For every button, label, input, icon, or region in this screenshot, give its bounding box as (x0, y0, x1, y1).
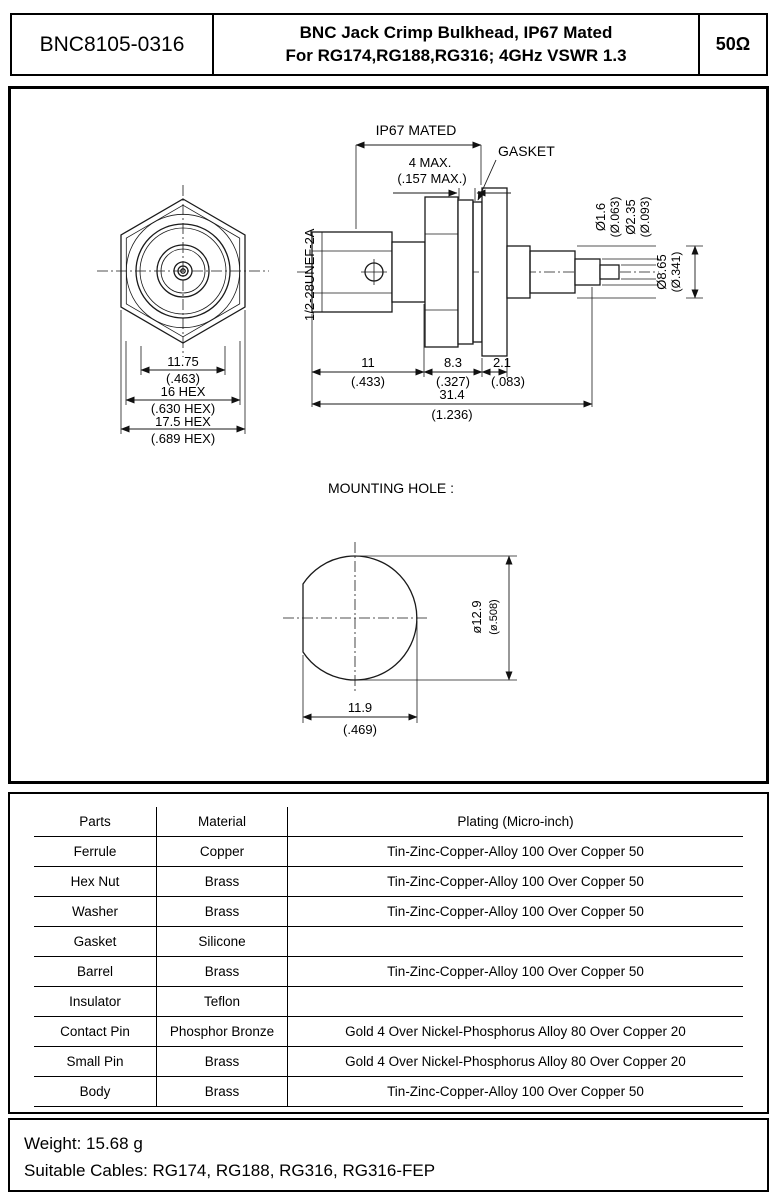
thread-spec-label: 1/2-28UNEF-2A (302, 228, 317, 321)
front-view (97, 185, 269, 446)
column-header-plating: Plating (Micro-inch) (287, 807, 743, 837)
len2-in: (.327) (436, 374, 470, 389)
hex-nut-side (425, 197, 458, 347)
part-cell: Gasket (34, 927, 156, 957)
dia1-mm: Ø1.6 (593, 202, 608, 232)
mounting-hole-title: MOUNTING HOLE : (327, 480, 455, 496)
plating-cell (287, 987, 743, 1017)
mounting-hole-view (283, 480, 517, 737)
mh-dimension-lines (303, 556, 517, 723)
footer-panel (8, 1118, 769, 1192)
bulkhead-flange (482, 188, 507, 356)
plating-cell: Tin-Zinc-Copper-Alloy 100 Over Copper 50 (287, 1077, 743, 1107)
part-cell: Washer (34, 897, 156, 927)
part-number: BNC8105-0316 (12, 15, 214, 74)
total-in: (1.236) (431, 407, 473, 422)
suitable-cables-text: Suitable Cables: RG174, RG188, RG316, RG316-FEP (24, 1161, 436, 1181)
part-cell: Contact Pin (34, 1017, 156, 1047)
weight-text: Weight: 15.68 g (24, 1134, 143, 1153)
technical-drawing-panel (8, 86, 769, 784)
product-title (214, 15, 700, 74)
front-dim3-mm: 17.5 HEX (155, 414, 211, 429)
gasket-max-in: (.157 MAX.) (397, 171, 467, 186)
title-line-1: BNC Jack Crimp Bulkhead, IP67 Mated (299, 22, 613, 42)
mh-width-in: (.469) (343, 722, 377, 737)
material-cell: Brass (156, 1047, 287, 1077)
pin-step (575, 259, 600, 285)
washer-side (458, 200, 473, 344)
mh-dia-in: (ø.508) (488, 599, 500, 635)
part-cell: Body (34, 1077, 156, 1107)
part-cell: Hex Nut (34, 867, 156, 897)
thread-neck (392, 242, 425, 302)
material-cell: Silicone (156, 927, 287, 957)
front-dim1-mm: 11.75 (167, 354, 199, 369)
material-cell: Teflon (156, 987, 287, 1017)
len1-in: (.433) (351, 374, 385, 389)
plating-cell (287, 927, 743, 957)
front-dim2-mm: 16 HEX (160, 384, 206, 399)
plating-cell: Gold 4 Over Nickel-Phosphorus Alloy 80 Over Copper 20 (287, 1017, 743, 1047)
front-dim2-in: (.630 HEX) (150, 401, 216, 416)
dia2-in: (Ø.093) (638, 196, 652, 238)
len1-mm: 11 (361, 355, 375, 370)
total-mm: 31.4 (439, 387, 465, 402)
dia2-mm: Ø2.35 (623, 199, 638, 235)
part-cell: Insulator (34, 987, 156, 1017)
front-dim1-in: (.463) (166, 371, 200, 386)
material-cell: Brass (156, 867, 287, 897)
impedance-badge: 50Ω (715, 34, 751, 54)
side-view (297, 122, 703, 422)
dia3-in: (Ø.341) (669, 251, 683, 293)
dia1-in: (Ø.063) (608, 196, 622, 238)
material-cell: Brass (156, 897, 287, 927)
len3-mm: 2.1 (492, 355, 512, 370)
parts-table-panel (8, 792, 769, 1114)
material-cell: Brass (156, 957, 287, 987)
plating-cell: Tin-Zinc-Copper-Alloy 100 Over Copper 50 (287, 837, 743, 867)
column-header-parts: Parts (34, 807, 156, 837)
plating-cell: Tin-Zinc-Copper-Alloy 100 Over Copper 50 (287, 897, 743, 927)
material-cell: Phosphor Bronze (156, 1017, 287, 1047)
material-cell: Copper (156, 837, 287, 867)
part-cell: Small Pin (34, 1047, 156, 1077)
technical-drawing (11, 89, 766, 781)
part-cell: Ferrule (34, 837, 156, 867)
front-dim3-in: (.689 HEX) (150, 431, 216, 446)
mh-dia-mm: ø12.9 (469, 600, 484, 634)
mh-width-mm: 11.9 (347, 700, 373, 715)
crimp-barrel (507, 246, 530, 298)
len3-in: (.083) (491, 374, 525, 389)
parts-table (34, 807, 743, 1107)
len2-mm: 8.3 (443, 355, 463, 370)
part-cell: Barrel (34, 957, 156, 987)
plating-cell: Tin-Zinc-Copper-Alloy 100 Over Copper 50 (287, 867, 743, 897)
datasheet-header (10, 13, 768, 76)
material-cell: Brass (156, 1077, 287, 1107)
gasket-callout-label: GASKET (498, 143, 555, 159)
contact-pin-tail (600, 265, 619, 279)
gasket-max-mm: 4 MAX. (408, 155, 452, 170)
plating-cell: Gold 4 Over Nickel-Phosphorus Alloy 80 Over Copper 20 (287, 1047, 743, 1077)
ip67-mated-label: IP67 MATED (375, 122, 457, 138)
column-header-material: Material (156, 807, 287, 837)
dia3-mm: Ø8.65 (654, 254, 669, 290)
plating-cell: Tin-Zinc-Copper-Alloy 100 Over Copper 50 (287, 957, 743, 987)
title-line-2: For RG174,RG188,RG316; 4GHz VSWR 1.3 (285, 45, 627, 65)
